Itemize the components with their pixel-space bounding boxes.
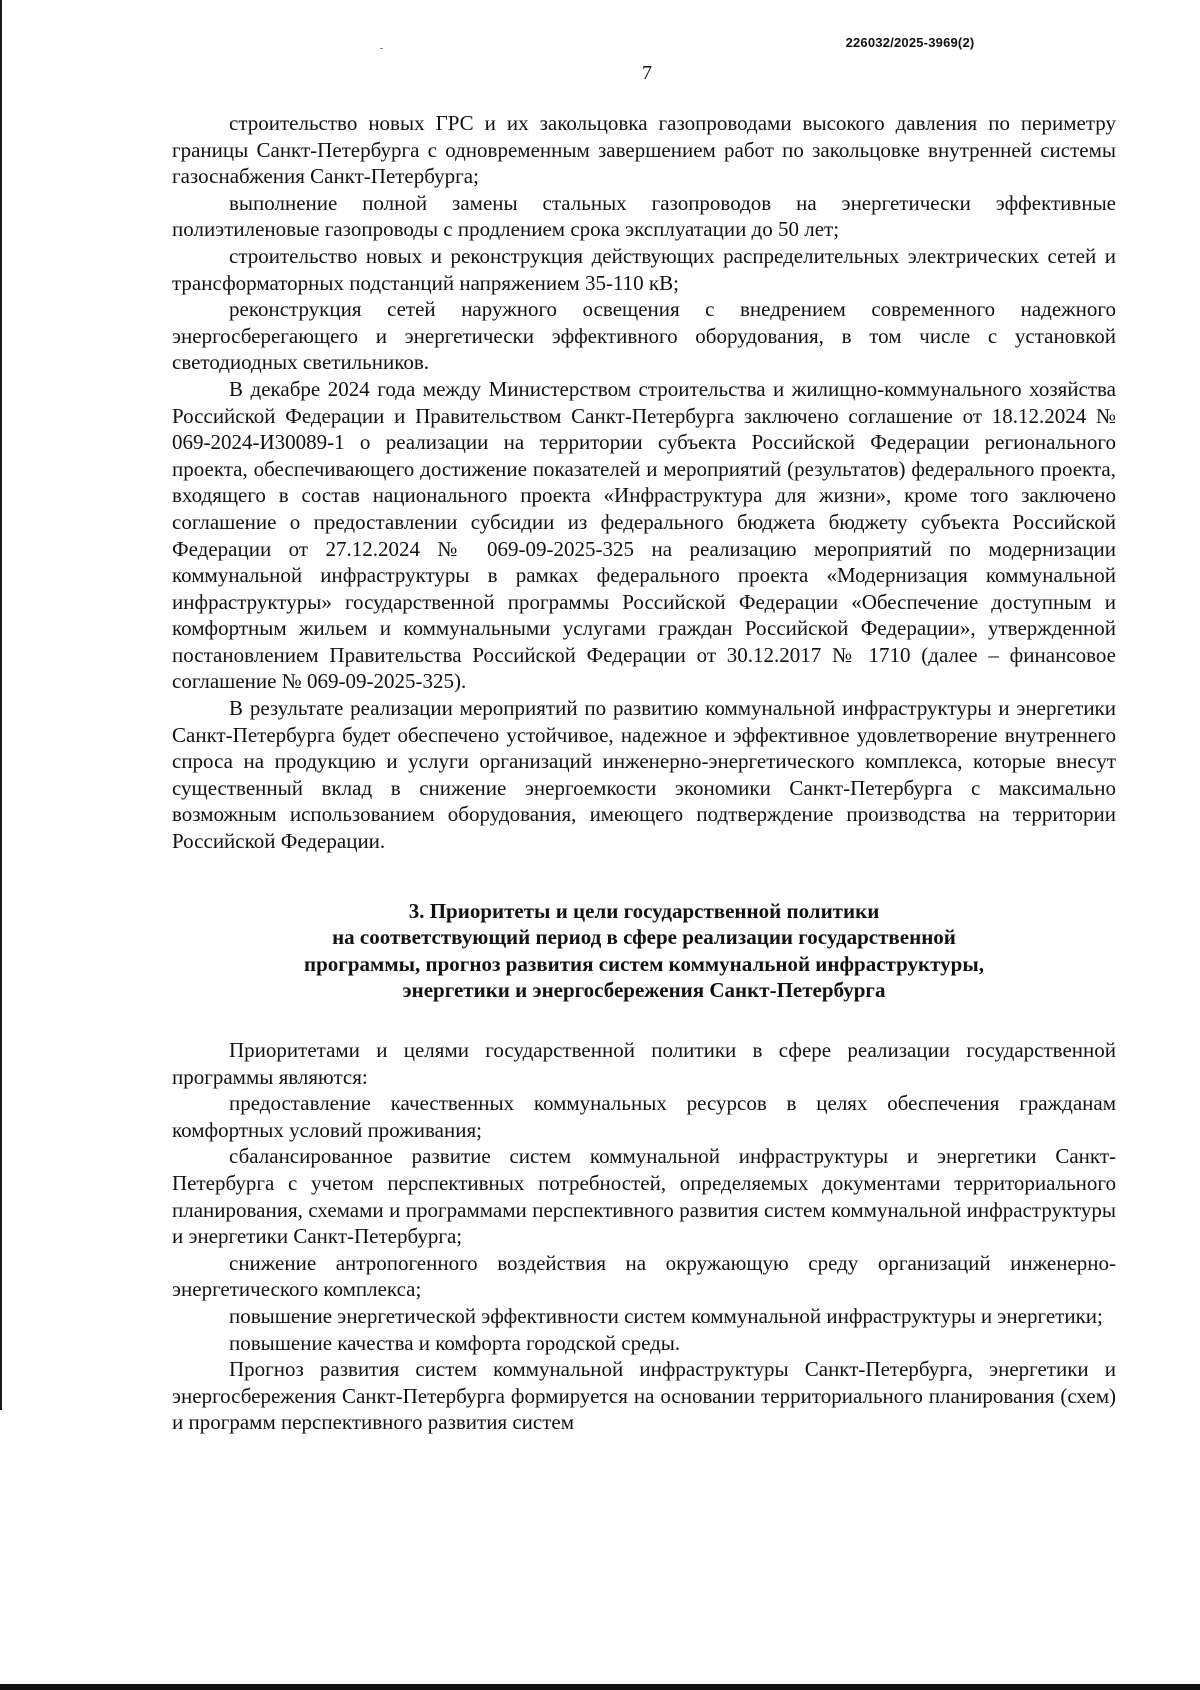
paragraph: повышение качества и комфорта городской среды. xyxy=(229,1330,681,1355)
scan-speck xyxy=(380,48,383,49)
scan-edge-bottom xyxy=(0,1684,1200,1690)
paragraph: предоставление качественных коммунальных ресурсов в целях обеспечения гражданам комфортных условий проживания; xyxy=(172,1091,1116,1142)
section-title-line: на соответствующий период в сфере реализации государственной xyxy=(332,925,956,950)
paragraph: выполнение полной замены стальных газопроводов на энергетически эффективные полиэтиленовые газопроводы с продлением срока эксплуатации до 50 лет; xyxy=(172,190,1116,242)
scan-edge-left xyxy=(0,0,2,1410)
section-title-line: энергетики и энергосбережения Санкт-Петербурга xyxy=(402,978,886,1003)
paragraph: строительство новых и реконструкция действующих распределительных электрических сетей и трансформаторных подстанций напряжением 35-110 кВ; xyxy=(172,243,1116,295)
paragraph: строительство новых ГРС и их закольцовка газопроводами высокого давления по периметру границы Санкт-Петербурга с одновременным завершением работ по закольцовке внутренней системы газоснабжения Санкт-Петербурга; xyxy=(172,111,1116,189)
document-number: 226032/2025-3969(2) xyxy=(845,35,975,50)
paragraph: реконструкция сетей наружного освещения с внедрением современного надежного энергосберегающего и энергетически эффективного оборудования, в том числе с установкой светодиодных светильников. xyxy=(172,297,1116,375)
document-body xyxy=(172,110,1116,1436)
paragraph: Приоритетами и целями государственной политики в сфере реализации государственной программы являются: xyxy=(172,1038,1116,1089)
section-title-line: программы, прогноз развития систем коммунальной инфраструктуры, xyxy=(304,951,984,976)
paragraph: снижение антропогенного воздействия на окружающую среду организаций инженерно-энергетического комплекса; xyxy=(172,1250,1116,1302)
section-title-line: 3. Приоритеты и цели государственной политики xyxy=(408,898,880,923)
paragraph: В результате реализации мероприятий по развитию коммунальной инфраструктуры и энергетики Санкт-Петербурга будет обеспечено устойчивое, надежное и эффективное удовлетворение внутреннего спроса на продукцию и услуги организаций инженерно-энергетического комплекса, которые внесут существенный вклад в снижение энергоемкости экономики Санкт-Петербурга с максимально возможным использованием оборудования, имеющего подтверждение производства на территории Российской Федерации. xyxy=(172,696,1116,854)
paragraph: В декабре 2024 года между Министерством строительства и жилищно-коммунального хозяйства Российской Федерации и Правительством Санкт-Петербурга заключено соглашение от 18.12.2024 № 069-2024-И30089-1 о реализации на территории субъекта Российской Федерации регионального проекта, обеспечивающего достижение показателей и мероприятий (результатов) федерального проекта, входящего в состав национального проекта «Инфраструктура для жизни», кроме того заключено соглашение о предоставлении субсидии из федерального бюджета бюджету субъекта Российской Федерации от 27.12.2024 № 069-09-2025-325 на реализацию мероприятий по модернизации коммунальной инфраструктуры в рамках федерального проекта «Модернизация коммунальной инфраструктуры» государственной программы Российской Федерации «Обеспечение доступным и комфортным жильем и коммунальными услугами граждан Российской Федерации», утвержденной постановлением Правительства Российской Федерации от 30.12.2017 № 1710 (далее – финансовое соглашение № 069-09-2025-325). xyxy=(172,376,1116,694)
paragraph: повышение энергетической эффективности систем коммунальной инфраструктуры и энергетики; xyxy=(229,1303,1103,1328)
section-title xyxy=(172,898,1116,1004)
page-number: 7 xyxy=(642,62,652,84)
paragraph: Прогноз развития систем коммунальной инфраструктуры Санкт-Петербурга, энергетики и энергосбережения Санкт-Петербурга формируется на основании территориального планирования (схем) и программ перспективного развития систем xyxy=(172,1357,1116,1435)
paragraph: сбалансированное развитие систем коммунальной инфраструктуры и энергетики Санкт-Петербурга с учетом перспективных потребностей, определяемых документами территориального планирования, схемами и программами перспективного развития систем коммунальной инфраструктуры и энергетики Санкт-Петербурга; xyxy=(172,1144,1116,1249)
